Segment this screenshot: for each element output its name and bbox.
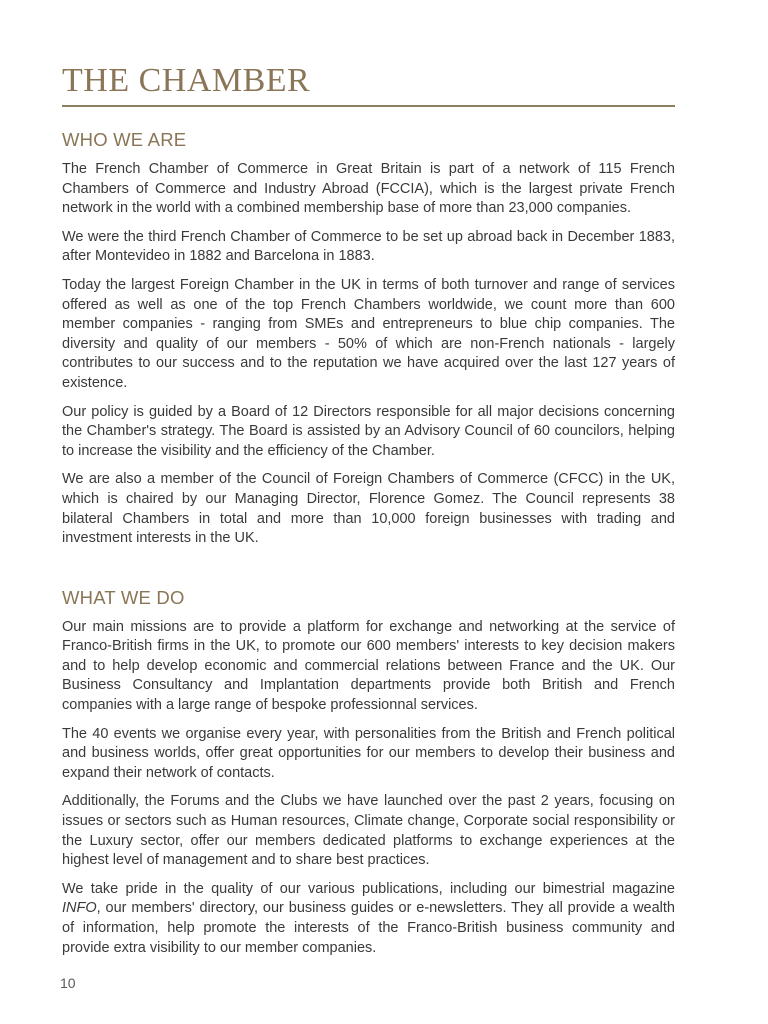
section-heading-what-we-do: WHAT WE DO (62, 586, 185, 608)
paragraph: Today the largest Foreign Chamber in the UK in terms of both turnover and range of services offered as well as one of the top French Chambers worldwide, we count more than 600 member companies - ranging from SMEs and entrepreneurs to blue chip companies. The diversity and quality of our members - 50% of which are non-French nationals - largely contributes to our success and to the reputation we have acquired over the last 127 years of existence. (62, 276, 675, 391)
title-divider (62, 105, 675, 107)
paragraph: Additionally, the Forums and the Clubs we have launched over the past 2 years, focusing on issues or sectors such as Human resources, Climate change, Corporate social responsibility or the Luxury sector, offer our members dedicated platforms to exchange experiences at the highest level of management and to share best practices. (62, 793, 675, 869)
page-title: THE CHAMBER (62, 62, 311, 99)
paragraph: The 40 events we organise every year, with personalities from the British and French political and business worlds, offer great opportunities for our members to develop their business and expand their network of contacts. (62, 725, 675, 781)
magazine-title: INFO (62, 900, 97, 917)
paragraph-publications (62, 880, 675, 958)
section-who-we-are (62, 127, 675, 549)
paragraph-text-after: , our members' directory, our business guides or e-newsletters. They all provide a wealth of information, help promote the interests of the Franco-British business community and provide extra visibility to our member companies. (62, 900, 675, 956)
document-page (62, 58, 675, 958)
paragraph-text-before: We take pride in the quality of our various publications, including our bimestrial magazine (62, 880, 675, 897)
paragraph: The French Chamber of Commerce in Great Britain is part of a network of 115 French Chambers of Commerce and Industry Abroad (FCCIA), which is the largest private French network in the world with a combined membership base of more than 23,000 companies. (62, 161, 675, 217)
section-what-we-do (62, 585, 675, 959)
paragraph: Our policy is guided by a Board of 12 Directors responsible for all major decisions concerning the Chamber's strategy. The Board is assisted by an Advisory Council of 60 councilors, helping to increase the visibility and the efficiency of the Chamber. (62, 403, 675, 459)
paragraph: Our main missions are to provide a platform for exchange and networking at the service of Franco-British firms in the UK, to promote our 600 members' interests to key decision makers and to help develop economic and commercial relations between France and the UK. Our Business Consultancy and Implantation departments provide both British and French companies with a large range of bespoke professionnal services. (62, 618, 675, 714)
paragraph: We were the third French Chamber of Commerce to be set up abroad back in December 1883, after Montevideo in 1882 and Barcelona in 1883. (62, 228, 675, 265)
paragraph: We are also a member of the Council of Foreign Chambers of Commerce (CFCC) in the UK, which is chaired by our Managing Director, Florence Gomez. The Council represents 38 bilateral Chambers in total and more than 10,000 foreign businesses with trading and investment interests in the UK. (62, 471, 675, 547)
section-heading-who-we-are: WHO WE ARE (62, 129, 187, 150)
page-number: 10 (60, 975, 76, 991)
